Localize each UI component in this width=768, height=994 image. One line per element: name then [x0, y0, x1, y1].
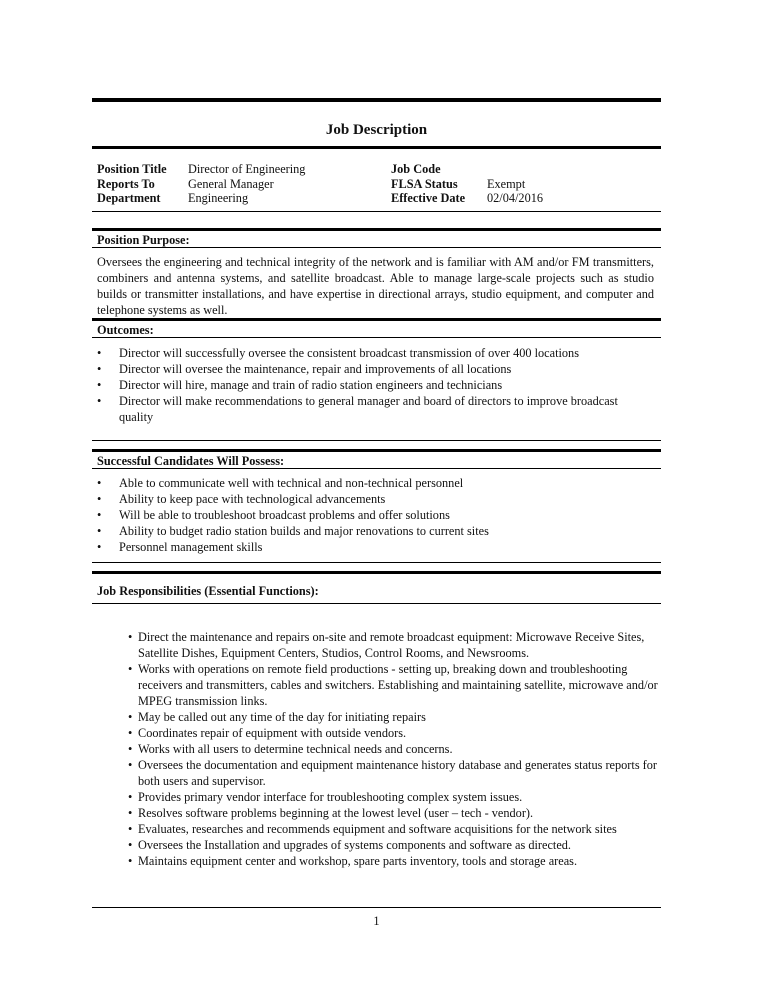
bullet-icon: •	[97, 476, 102, 490]
candidate-text: Ability to budget radio station builds and major renovations to current sites	[119, 524, 489, 538]
bullet-icon: •	[128, 790, 133, 804]
position-title-value: Director of Engineering	[188, 162, 306, 176]
bullet-icon: •	[97, 362, 102, 376]
candidates-list	[97, 475, 654, 555]
list-item	[97, 507, 654, 523]
list-item	[128, 741, 658, 757]
responsibility-text: Works with operations on remote field productions - setting up, breaking down and troubleshooting receivers and transmitters, cables and switchers. Establishing and maintaining satellite, microwave and/or MPEG transmission links.	[138, 662, 658, 708]
bullet-icon: •	[97, 346, 102, 360]
outcome-text: Director will oversee the maintenance, repair and improvements of all locations	[119, 362, 512, 376]
list-item	[128, 821, 658, 837]
list-item	[97, 393, 654, 425]
effective-date-value: 02/04/2016	[487, 191, 544, 205]
candidates-heading-rule	[92, 468, 661, 469]
list-item	[97, 491, 654, 507]
bullet-icon: •	[97, 394, 102, 408]
outcome-text: Director will make recommendations to general manager and board of directors to improve broadcast quality	[119, 394, 618, 424]
outcome-text: Director will hire, manage and train of radio station engineers and technicians	[119, 378, 503, 392]
department-value: Engineering	[188, 191, 249, 205]
bullet-icon: •	[128, 838, 133, 852]
responsibilities-list	[128, 629, 658, 869]
list-item	[97, 475, 654, 491]
responsibility-text: Evaluates, researches and recommends equipment and software acquisitions for the network sites	[138, 822, 617, 836]
bullet-icon: •	[97, 378, 102, 392]
list-item	[128, 805, 658, 821]
list-item	[128, 789, 658, 805]
responsibilities-top-rule	[92, 571, 661, 574]
bullet-icon: •	[128, 710, 133, 724]
reports-to-label: Reports To	[97, 177, 155, 191]
purpose-top-rule	[92, 228, 661, 231]
candidates-top-rule	[92, 449, 661, 452]
bullet-icon: •	[128, 726, 133, 740]
top-rule	[92, 98, 661, 102]
responsibility-text: May be called out any time of the day for initiating repairs	[138, 710, 426, 724]
list-item	[97, 361, 654, 377]
outcomes-top-rule	[92, 318, 661, 321]
outcomes-heading-rule	[92, 337, 661, 338]
responsibilities-heading: Job Responsibilities (Essential Functions):	[97, 584, 319, 598]
job-code-label: Job Code	[391, 162, 441, 176]
list-item	[97, 345, 654, 361]
bullet-icon: •	[128, 662, 133, 676]
outcomes-heading: Outcomes:	[97, 323, 154, 337]
bullet-icon: •	[97, 540, 102, 554]
bullet-icon: •	[97, 524, 102, 538]
purpose-heading: Position Purpose:	[97, 233, 190, 247]
department-label: Department	[97, 191, 161, 205]
document-title: Job Description	[325, 122, 428, 138]
bullet-icon: •	[97, 508, 102, 522]
responsibilities-heading-rule	[92, 603, 661, 604]
list-item	[128, 661, 658, 709]
page-number: 1	[373, 914, 380, 928]
header-bottom-rule	[92, 211, 661, 212]
flsa-status-value: Exempt	[487, 177, 526, 191]
bullet-icon: •	[128, 758, 133, 772]
list-item	[128, 837, 658, 853]
bullet-icon: •	[128, 854, 133, 868]
outcome-text: Director will successfully oversee the consistent broadcast transmission of over 400 locations	[119, 346, 579, 360]
list-item	[128, 725, 658, 741]
list-item	[128, 709, 658, 725]
purpose-heading-rule	[92, 247, 661, 248]
responsibility-text: Direct the maintenance and repairs on-site and remote broadcast equipment: Microwave Receive Sites, Satellite Dishes, Equipment Centers, Studios, Control Rooms, and Newsrooms.	[138, 630, 645, 660]
list-item	[97, 377, 654, 393]
list-item	[128, 853, 658, 869]
reports-to-value: General Manager	[188, 177, 274, 191]
responsibility-text: Works with all users to determine technical needs and concerns.	[138, 742, 453, 756]
effective-date-label: Effective Date	[391, 191, 466, 205]
outcomes-list	[97, 345, 654, 425]
responsibility-text: Provides primary vendor interface for troubleshooting complex system issues.	[138, 790, 523, 804]
candidate-text: Able to communicate well with technical and non-technical personnel	[119, 476, 464, 490]
title-rule	[92, 146, 661, 149]
bullet-icon: •	[128, 806, 133, 820]
outcomes-bottom-rule	[92, 440, 661, 441]
footer-rule	[92, 907, 661, 908]
list-item	[97, 539, 654, 555]
bullet-icon: •	[97, 492, 102, 506]
responsibility-text: Resolves software problems beginning at the lowest level (user – tech - vendor).	[138, 806, 534, 820]
responsibility-text: Oversees the Installation and upgrades of systems components and software as directed.	[138, 838, 571, 852]
candidate-text: Ability to keep pace with technological advancements	[119, 492, 386, 506]
bullet-icon: •	[128, 822, 133, 836]
bullet-icon: •	[128, 742, 133, 756]
responsibility-text: Maintains equipment center and workshop, spare parts inventory, tools and storage areas.	[138, 854, 578, 868]
candidates-heading: Successful Candidates Will Possess:	[97, 454, 285, 468]
list-item	[128, 629, 658, 661]
candidate-text: Will be able to troubleshoot broadcast problems and offer solutions	[119, 508, 450, 522]
bullet-icon: •	[128, 630, 133, 644]
list-item	[97, 523, 654, 539]
candidate-text: Personnel management skills	[119, 540, 263, 554]
position-title-label: Position Title	[97, 162, 167, 176]
candidates-bottom-rule	[92, 562, 661, 563]
list-item	[128, 757, 658, 789]
flsa-status-label: FLSA Status	[391, 177, 458, 191]
responsibility-text: Coordinates repair of equipment with outside vendors.	[138, 726, 407, 740]
responsibility-text: Oversees the documentation and equipment maintenance history database and generates status reports for both users and supervisor.	[138, 758, 658, 788]
purpose-text: Oversees the engineering and technical integrity of the network and is familiar with AM and/or FM transmitters, combiners and antenna systems, and satellite broadcast. Able to manage large-scale projects such as studio builds or transmitter installations, and have expertise in directional arrays, studio equipment, and computer and telephone systems as well.	[97, 255, 654, 317]
